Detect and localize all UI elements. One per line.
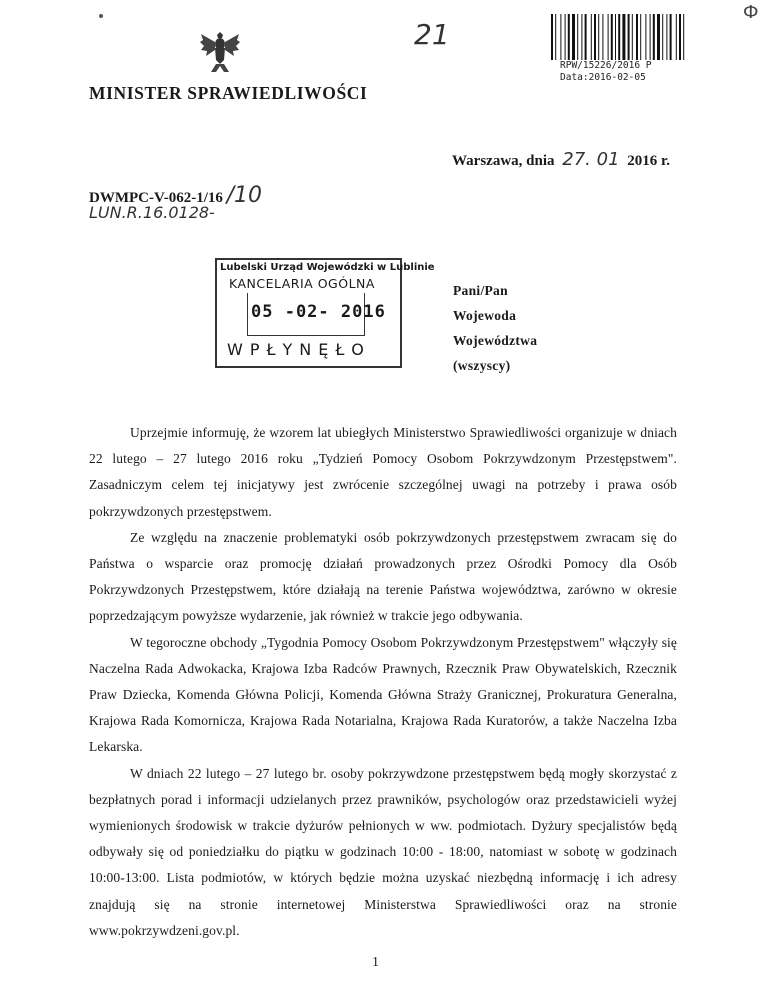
stamp-date: 05 -02- 2016 xyxy=(251,302,386,322)
barcode-bar xyxy=(608,14,609,60)
date-prefix: Warszawa, dnia xyxy=(452,153,555,169)
barcode-bar xyxy=(662,14,663,60)
barcode-bar xyxy=(676,14,677,60)
date-line xyxy=(452,149,670,170)
ministry-header: MINISTER SPRAWIEDLIWOŚCI xyxy=(89,83,368,103)
barcode-bar xyxy=(594,14,596,60)
barcode-bar xyxy=(618,14,620,60)
addressee-line: Pani/Pan xyxy=(453,283,508,298)
reference-code: DWMPC-V-062-1/16 xyxy=(89,190,223,206)
barcode-bar xyxy=(650,14,651,60)
barcode-bar xyxy=(572,14,575,60)
barcode-bar xyxy=(628,14,630,60)
barcode-bar xyxy=(577,14,578,60)
barcode-bar xyxy=(666,14,667,60)
barcode-bar xyxy=(598,14,599,60)
barcode-bar xyxy=(602,14,603,60)
date-suffix: 2016 r. xyxy=(627,153,671,169)
addressee-line: Województwa xyxy=(453,333,538,348)
barcode-bar xyxy=(565,14,566,60)
barcode-bar xyxy=(645,14,646,60)
paragraph: Uprzejmie informuję, że wzorem lat ubiegłych Ministerstwo Sprawiedliwości organizuje w dniach 22 lutego – 27 lutego 2016 roku „Tydzień Pomocy Osobom Pokrzywdzonym Przestępstwem". Zasadniczym celem tej inicjatywy jest zwrócenie szczególnej uwagi na potrzeby i prawa osób pokrzywdzonych przestępstwem. xyxy=(89,425,677,519)
received-stamp xyxy=(215,258,435,368)
barcode-bar xyxy=(679,14,681,60)
barcode-bar xyxy=(632,14,633,60)
paragraph: Ze względu na znaczenie problematyki osób pokrzywdzonych przestępstwem zwracam się do Państwa o wsparcie oraz promocję działań prowadzonych przez Ośrodki Pomocy dla Osób Pokrzywdzonych Przestępstwem, które działają na terenie Państwa województwa, zarówno w okresie poprzedzającym powyższe wydarzenie, jak również w trakcie jego odbywania. xyxy=(89,529,677,624)
stamp-office: Lubelski Urząd Wojewódzki w Lublinie xyxy=(220,262,435,273)
page-number: 1 xyxy=(372,955,379,970)
barcode-bar xyxy=(657,14,660,60)
barcode-bar xyxy=(615,14,616,60)
barcode-bar xyxy=(585,14,587,60)
barcode-bar xyxy=(683,14,684,60)
barcode-bar xyxy=(560,14,561,60)
barcode-bar xyxy=(555,14,556,60)
corner-mark: Ф xyxy=(743,2,759,23)
paragraph: W dniach 22 lutego – 27 lutego br. osoby pokrzywdzone przestępstwem będą mogły skorzystać z bezpłatnych porad i informacji udzielanych przez prawników, psychologów oraz przedstawicieli wyżej wymienionych środowisk w trakcie dyżurów pełnionych w ww. podmiotach. Dyżury specjalistów będą odbywały się od poniedziałku do piątku w godzinach 10:00 - 18:00, natomiast w sobotę w godzinach 10:00-13:00. Lista podmiotów, w których będzie można uzyskać niezbędną informację i ich adresy znajdują się na stronie internetowej Ministerstwa Sprawiedliwości oraz na stronie www.pokrzywdzeni.gov.pl. xyxy=(89,765,677,938)
barcode-bar xyxy=(611,14,613,60)
barcode-bar xyxy=(653,14,655,60)
barcode-bar xyxy=(581,14,582,60)
barcode-bar xyxy=(591,14,592,60)
barcode-bar xyxy=(551,14,553,60)
barcode-bar xyxy=(636,14,638,60)
polish-eagle-emblem-icon xyxy=(198,28,242,76)
reference-handwritten-line: LUN.R.16.0128- xyxy=(89,203,215,222)
scan-speck xyxy=(99,14,103,18)
paragraph: W tegoroczne obchody „Tygodnia Pomocy Osobom Pokrzywdzonym Przestępstwem" włączyły się Naczelna Rada Adwokacka, Krajowa Izba Radców Prawnych, Rzecznik Praw Obywatelskich, Rzecznik Praw Dziecka, Komenda Główna Policji, Komenda Główna Straży Granicznej, Prokuratura Generalna, Krajowa Rada Komornicza, Krajowa Rada Notarialna, Krajowa Rada Kuratorów, a także Naczelna Izba Lekarska. xyxy=(89,634,677,755)
registration-number: RPW/15226/2016 P xyxy=(560,60,652,71)
handwritten-number: 21 xyxy=(414,18,450,51)
registration-stamp xyxy=(560,60,652,84)
stamp-department: KANCELARIA OGÓLNA xyxy=(229,276,375,291)
letter-body xyxy=(89,420,677,944)
barcode-icon xyxy=(551,14,686,60)
registration-date: Data:2016-02-05 xyxy=(560,72,646,83)
addressee-line: (wszyscy) xyxy=(453,358,511,373)
barcode-bar xyxy=(622,14,625,60)
barcode-bar xyxy=(568,14,570,60)
barcode-bar xyxy=(670,14,672,60)
stamp-received: WPŁYNĘŁO xyxy=(227,340,371,359)
barcode-bar xyxy=(640,14,641,60)
addressee-line: Wojewoda xyxy=(453,308,517,323)
date-handwritten: 27. 01 xyxy=(562,149,620,170)
reference-handwritten-suffix: /10 xyxy=(226,183,263,208)
